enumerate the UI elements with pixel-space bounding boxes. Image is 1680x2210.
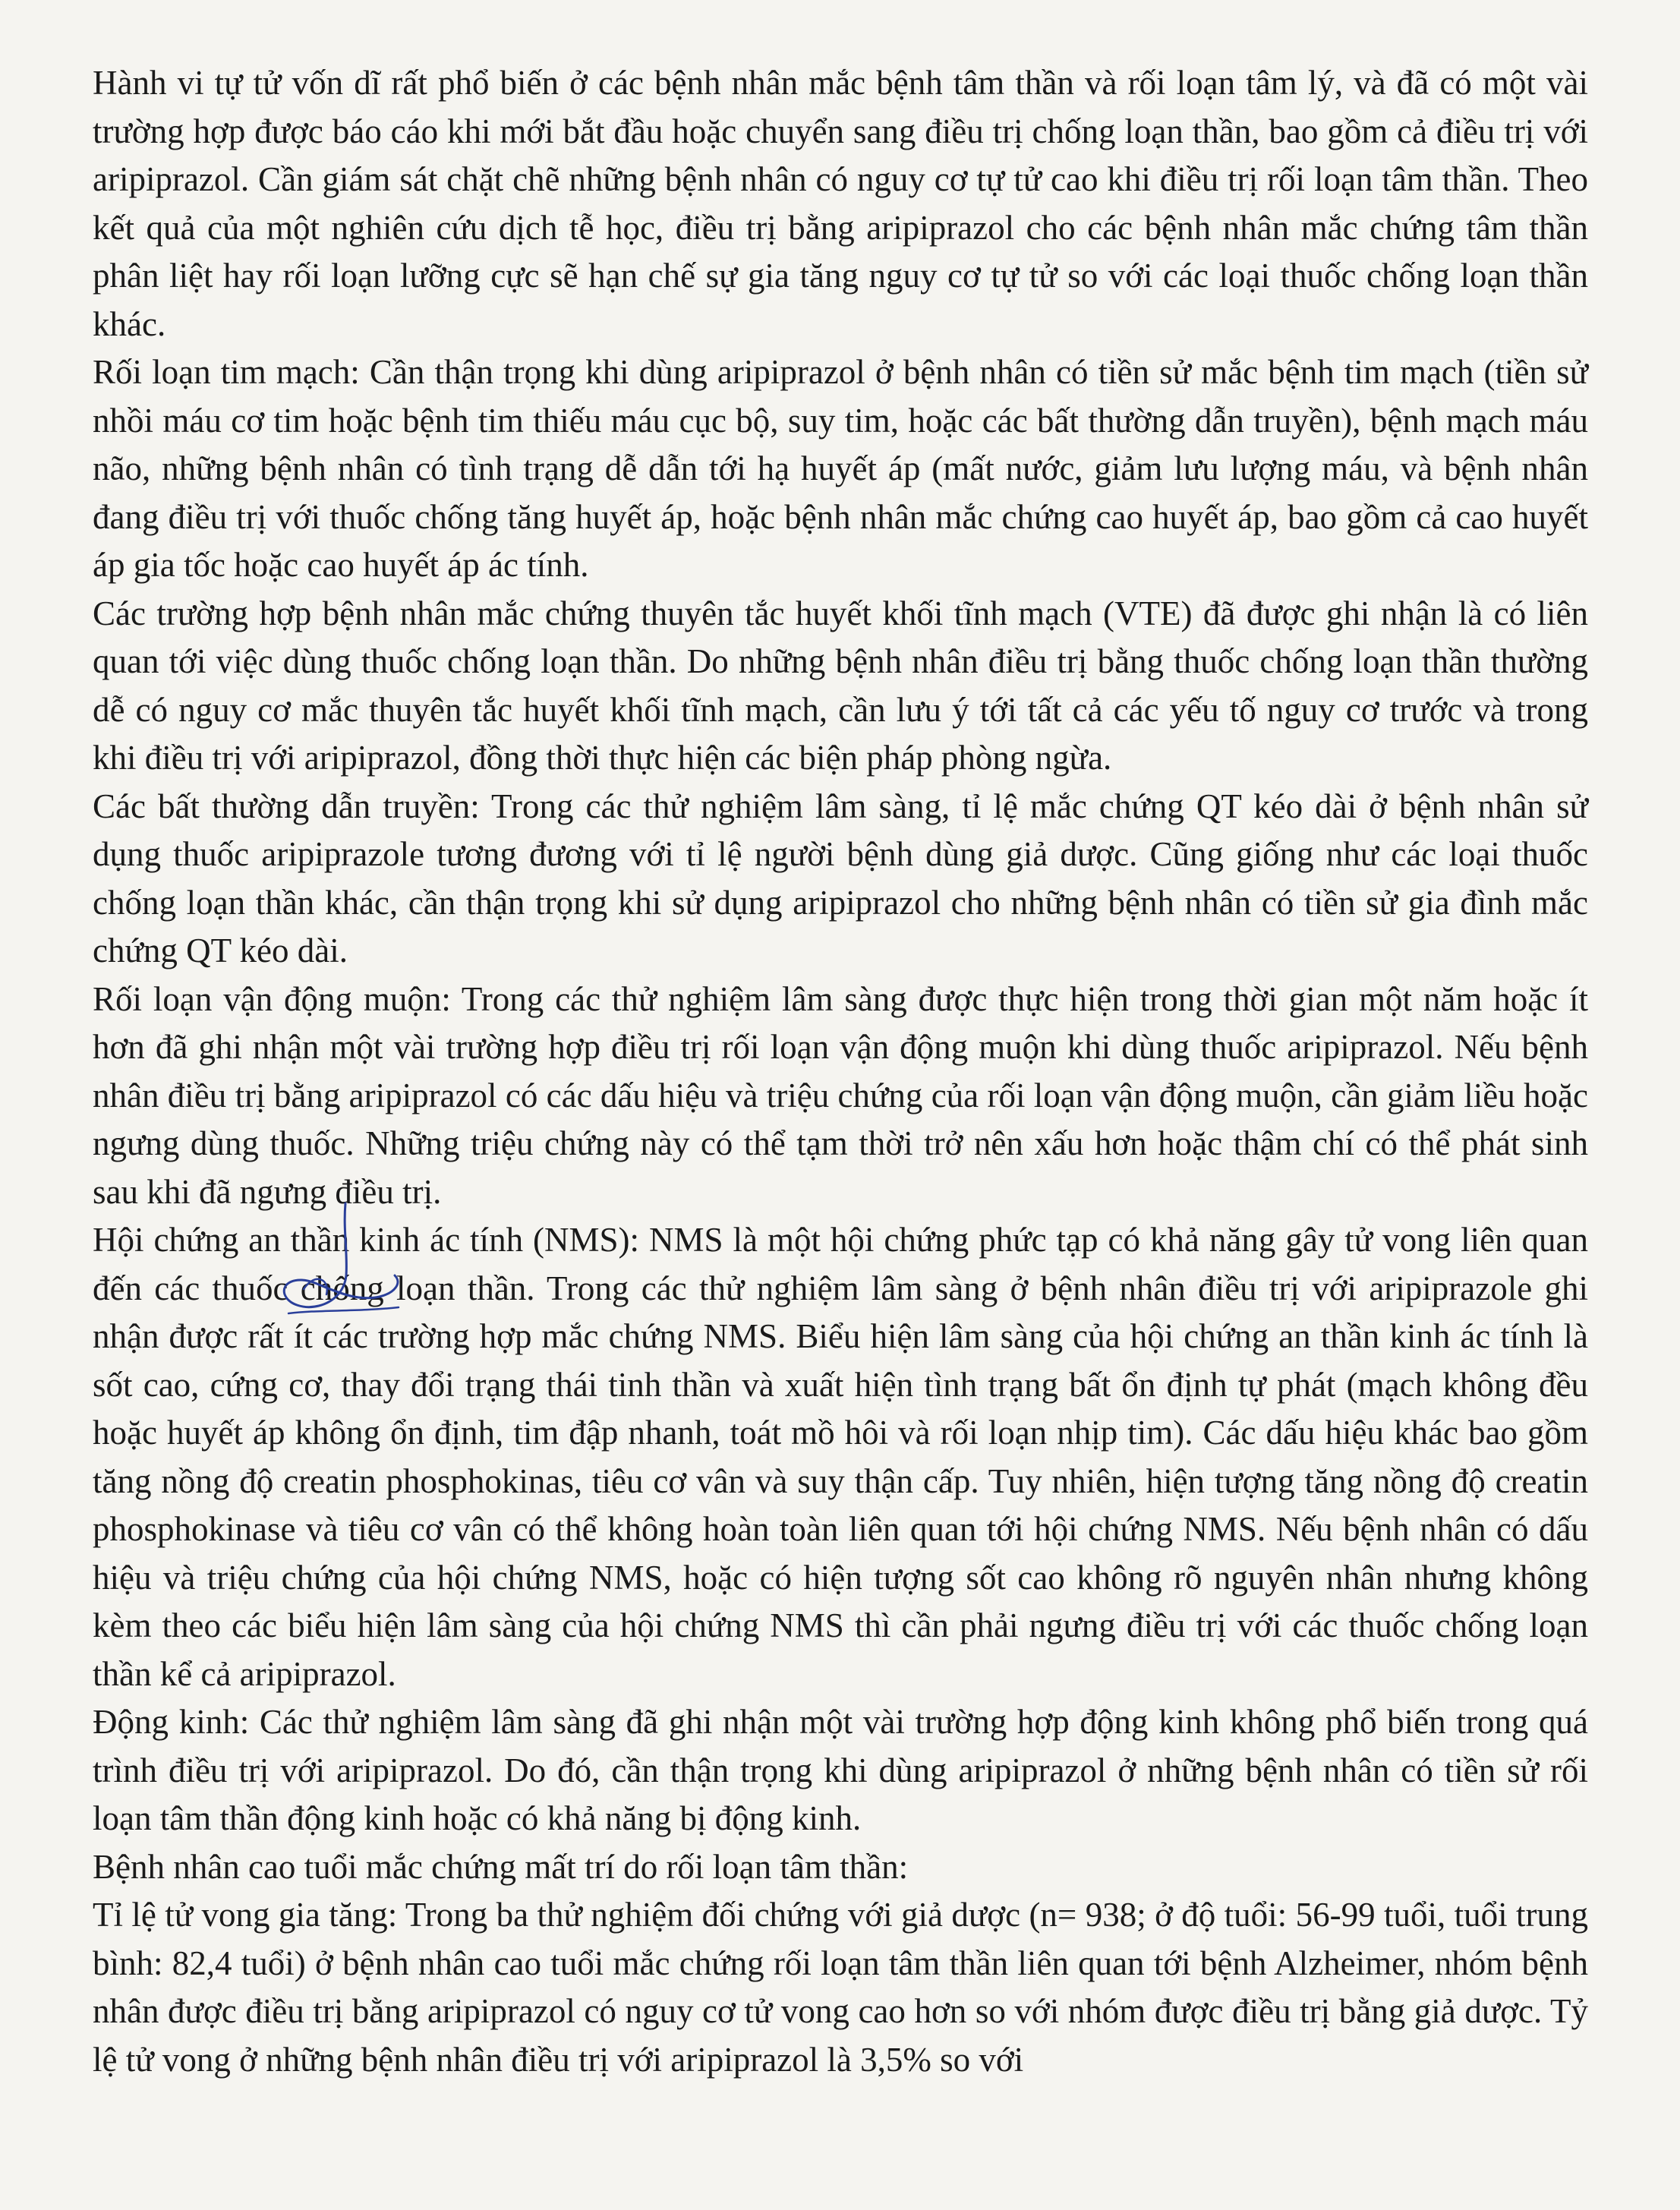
paragraph-vte: Các trường hợp bệnh nhân mắc chứng thuyên tắc huyết khối tĩnh mạch (VTE) đã được ghi nhận là có liên quan tới việc dùng thuốc chống loạn thần. Do những bệnh nhân điều trị bằng thuốc chống loạn thần thường dễ có nguy cơ mắc thuyên tắc huyết khối tĩnh mạch, cần lưu ý tới tất cả các yếu tố nguy cơ trước và trong khi điều trị với aripiprazol, đồng thời thực hiện các biện pháp phòng ngừa. <box>93 594 1588 777</box>
paragraph-suicide-risk: Hành vi tự tử vốn dĩ rất phổ biến ở các bệnh nhân mắc bệnh tâm thần và rối loạn tâm lý, và đã có một vài trường hợp được báo cáo khi mới bắt đầu hoặc chuyển sang điều trị chống loạn thần, bao gồm cả điều trị với aripiprazol. Cần giám sát chặt chẽ những bệnh nhân có nguy cơ tự tử cao khi điều trị rối loạn tâm thần. Theo kết quả của một nghiên cứu dịch tễ học, điều trị bằng aripiprazol cho các bệnh nhân mắc chứng tâm thần phân liệt hay rối loạn lưỡng cực sẽ hạn chế sự gia tăng nguy cơ tự tử so với các loại thuốc chống loạn thần khác. <box>93 64 1588 343</box>
paragraph-nms: Hội chứng an thần kinh ác tính (NMS): NMS là một hội chứng phức tạp có khả năng gây tử vong liên quan đến các thuốc chống loạn thần. Trong các thử nghiệm lâm sàng ở bệnh nhân điều trị với aripiprazole ghi nhận được rất ít các trường hợp mắc chứng NMS. Biểu hiện lâm sàng của hội chứng an thần kinh ác tính là sốt cao, cứng cơ, thay đổi trạng thái tinh thần và xuất hiện tình trạng bất ổn định tự phát (mạch không đều hoặc huyết áp không ổn định, tim đập nhanh, toát mồ hôi và rối loạn nhịp tim). Các dấu hiệu khác bao gồm tăng nồng độ creatin phosphokinas, tiêu cơ vân và suy thận cấp. Tuy nhiên, hiện tượng tăng nồng độ creatin phosphokinase và tiêu cơ vân có thể không hoàn toàn liên quan tới hội chứng NMS. Nếu bệnh nhân có dấu hiệu và triệu chứng của hội chứng NMS, hoặc có hiện tượng sốt cao không rõ nguyên nhân nhưng không kèm theo các biểu hiện lâm sàng của hội chứng NMS thì cần phải ngưng điều trị với các thuốc chống loạn thần kể cả aripiprazol. <box>93 1221 1588 1693</box>
paragraph-cardiovascular: Rối loạn tim mạch: Cần thận trọng khi dùng aripiprazol ở bệnh nhân có tiền sử mắc bệnh tim mạch (tiền sử nhồi máu cơ tim hoặc bệnh tim thiếu máu cục bộ, suy tim, hoặc các bất thường dẫn truyền), bệnh mạch máu não, những bệnh nhân có tình trạng dễ dẫn tới hạ huyết áp (mất nước, giảm lưu lượng máu, và bệnh nhân đang điều trị với thuốc chống tăng huyết áp, hoặc bệnh nhân mắc chứng cao huyết áp, bao gồm cả cao huyết áp gia tốc hoặc cao huyết áp ác tính. <box>93 353 1588 584</box>
document-body <box>93 59 1588 2084</box>
paragraph-seizure: Động kinh: Các thử nghiệm lâm sàng đã ghi nhận một vài trường hợp động kinh không phổ biến trong quá trình điều trị với aripiprazol. Do đó, cần thận trọng khi dùng aripiprazol ở những bệnh nhân có tiền sử rối loạn tâm thần động kinh hoặc có khả năng bị động kinh. <box>93 1703 1588 1837</box>
paragraph-conduction: Các bất thường dẫn truyền: Trong các thử nghiệm lâm sàng, tỉ lệ mắc chứng QT kéo dài ở bệnh nhân sử dụng thuốc aripiprazole tương đương với tỉ lệ người bệnh dùng giả dược. Cũng giống như các loại thuốc chống loạn thần khác, cần thận trọng khi sử dụng aripiprazol cho những bệnh nhân có tiền sử gia đình mắc chứng QT kéo dài. <box>93 787 1588 969</box>
paragraph-elderly-heading: Bệnh nhân cao tuổi mắc chứng mất trí do rối loạn tâm thần: <box>93 1847 909 1886</box>
paragraph-mortality: Tỉ lệ tử vong gia tăng: Trong ba thử nghiệm đối chứng với giả dược (n= 938; ở độ tuổi: 56-99 tuổi, tuổi trung bình: 82,4 tuổi) ở bệnh nhân cao tuổi mắc chứng rối loạn tâm thần liên quan tới bệnh Alzheimer, nhóm bệnh nhân được điều trị bằng aripiprazol có nguy cơ tử vong cao hơn so với nhóm được điều trị bằng giả dược. Tỷ lệ tử vong ở những bệnh nhân điều trị với aripiprazol là 3,5% so với <box>93 1896 1588 2079</box>
paragraph-tardive-dyskinesia: Rối loạn vận động muộn: Trong các thử nghiệm lâm sàng được thực hiện trong thời gian một năm hoặc ít hơn đã ghi nhận một vài trường hợp điều trị rối loạn vận động muộn khi dùng thuốc aripiprazol. Nếu bệnh nhân điều trị bằng aripiprazol có các dấu hiệu và triệu chứng của rối loạn vận động muộn, cần giảm liều hoặc ngưng dùng thuốc. Những triệu chứng này có thể tạm thời trở nên xấu hơn hoặc thậm chí có thể phát sinh sau khi đã ngưng điều trị. <box>93 979 1588 1211</box>
